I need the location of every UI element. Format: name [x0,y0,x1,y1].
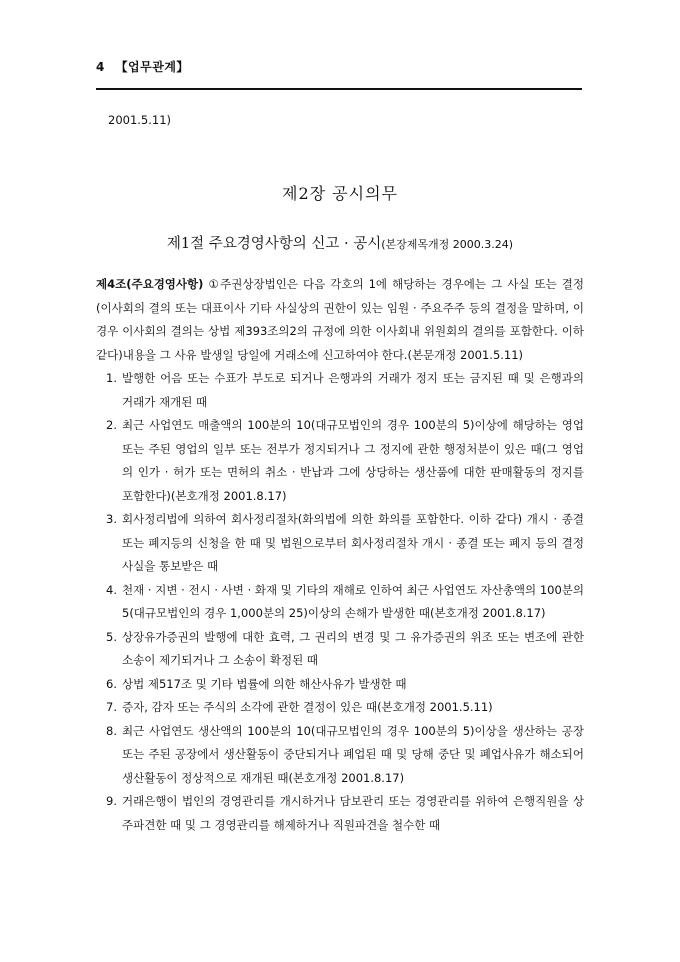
item-text: 천재 · 지변 · 전시 · 사변 · 화재 및 기타의 재해로 인하여 최근 사업연도 자산총액의 100분의 5(대규모법인의 경우 1,000분의 25)이상의 손해가 발생한 때(본호개정 2001.8.17) [122,582,584,620]
item-text: 상법 제517조 및 기타 법률에 의한 해산사유가 발생한 때 [122,676,407,691]
item-number: 6. [106,676,117,691]
item-number: 3. [106,512,117,526]
section-note: (본장제목개정 2000.3.24) [381,238,514,251]
item-text: 최근 사업연도 생산액의 100분의 10(대규모법인의 경우 100분의 5)이상을 생산하는 공장 또는 주된 공장에서 생산활동이 중단되거나 폐업된 때 및 당해 중단 및 폐업사유가 해소되어 생산활동이 정상적으로 재개된 때(본호개정 2001.8.17) [122,723,584,785]
item-list [96,367,584,837]
item-number: 5. [106,629,117,644]
item-number: 8. [106,723,117,738]
page-header [96,58,189,75]
list-item [96,626,584,673]
article-body [96,273,584,837]
section-title: 제1절 주요경영사항의 신고 · 공시 [166,236,382,252]
item-text: 회사정리법에 의하여 회사정리절차(화의법에 의한 화의를 포함한다. 이하 같다) 개시 · 종결 또는 폐지등의 신청을 한 때 및 법원으로부터 회사정리절차 개시 · 종결 또는 폐지 등의 결정사실을 통보받은 때 [122,512,584,573]
item-number: 4. [106,582,117,597]
item-text: 최근 사업연도 매출액의 100분의 10(대규모법인의 경우 100분의 5)이상에 해당하는 영업 또는 주된 영업의 일부 또는 전부가 정지되거나 그 정지에 관한 행정처분이 있은 때(그 영업의 인가 · 허가 또는 면허의 취소 · 반납과 그에 상당하는 생산품에 대한 판매활동의 정지를 포함한다)(본호개정 2001.8.17) [122,418,584,503]
list-item [96,696,584,720]
article-text: ①주권상장법인은 다음 각호의 1에 해당하는 경우에는 그 사실 또는 결정(이사회의 결의 또는 대표이사 기타 사실상의 권한이 있는 임원 · 주요주주 등의 결정을 말하며, 이 경우 이사회의 결의는 상법 제393조의2의 규정에 의한 이사회내 위원회의 결의를 포함한다. 이하 같다)내용을 그 사유 발생일 당일에 거래소에 신고하여야 한다.(본문개정 2001.5.11) [96,277,584,362]
section-tag: 【업무관계】 [115,60,189,74]
article-heading: 제4조(주요경영사항) [96,277,204,291]
item-number: 2. [106,418,117,432]
article-paragraph [96,273,584,367]
item-text: 발행한 어음 또는 수표가 부도로 되거나 은행과의 거래가 정지 또는 금지된 때 및 은행과의 거래가 재개된 때 [122,371,584,409]
item-number: 9. [106,794,117,808]
list-item [96,673,584,697]
header-rule [96,88,582,90]
list-item [96,508,584,579]
item-text: 거래은행이 법인의 경영관리를 개시하거나 담보관리 또는 경영관리를 위하여 은행직원을 상주파견한 때 및 그 경영관리를 해제하거나 직원파견을 철수한 때 [122,794,584,832]
list-item [96,790,584,837]
list-item [96,579,584,626]
list-item [96,367,584,414]
item-number: 1. [106,371,117,385]
section-heading [0,232,680,253]
chapter-title: 제2장 공시의무 [281,184,398,203]
item-text: 증자, 감자 또는 주식의 소각에 관한 결정이 있은 때(본호개정 2001.5.11) [122,700,493,714]
previous-page-fragment: 2001.5.11) [108,113,172,127]
list-item [96,414,584,508]
list-item [96,720,584,791]
item-number: 7. [106,700,117,714]
page-number: 4 [96,60,105,74]
item-text: 상장유가증권의 발행에 대한 효력, 그 권리의 변경 및 그 유가증권의 위조 또는 변조에 관한 소송이 제기되거나 그 소송이 확정된 때 [122,629,584,667]
